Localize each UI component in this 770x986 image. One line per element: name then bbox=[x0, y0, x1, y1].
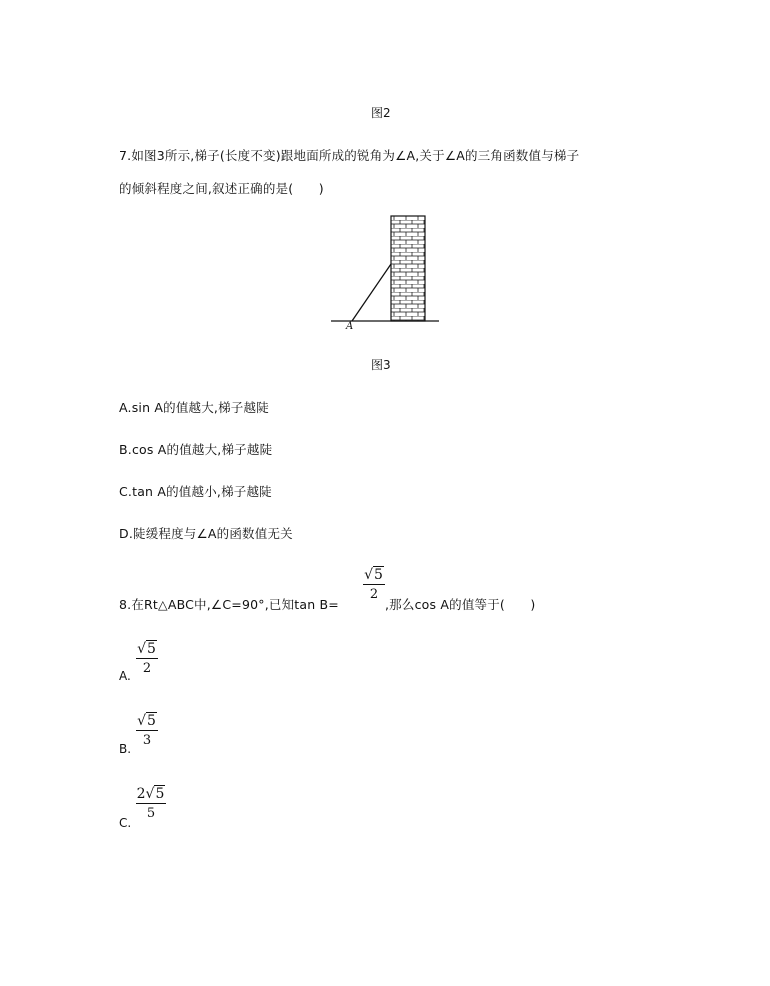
question-8-option-c-fraction: 2√5 5 bbox=[136, 786, 165, 821]
question-8-option-a-letter: A. bbox=[119, 669, 131, 683]
question-7-option-a: A.sin A的值越大,梯子越陡 bbox=[119, 400, 269, 415]
angle-label: A bbox=[346, 321, 354, 332]
question-8-prefix: 8.在Rt△ABC中,∠C=90°,已知tan B= bbox=[119, 597, 339, 612]
tan-b-fraction: √5 2 bbox=[363, 567, 385, 602]
ladder-line bbox=[352, 264, 391, 321]
question-8-option-a-fraction: √5 2 bbox=[136, 641, 158, 676]
ladder-wall-figure bbox=[325, 212, 445, 332]
question-8-suffix: ,那么cos A的值等于( ) bbox=[385, 597, 536, 612]
question-7-line-2: 的倾斜程度之间,叙述正确的是( ) bbox=[119, 181, 324, 196]
question-8-option-b-letter: B. bbox=[119, 742, 132, 756]
question-8-option-c-letter: C. bbox=[119, 816, 132, 830]
figure-3-caption: 图3 bbox=[371, 358, 391, 372]
question-7-option-d: D.陡缓程度与∠A的函数值无关 bbox=[119, 526, 293, 541]
brick-wall bbox=[391, 216, 425, 321]
question-7-line-1: 7.如图3所示,梯子(长度不变)跟地面所成的锐角为∠A,关于∠A的三角函数值与梯子 bbox=[119, 148, 580, 163]
question-8-option-b-fraction: √5 3 bbox=[136, 713, 158, 748]
question-7-option-b: B.cos A的值越大,梯子越陡 bbox=[119, 442, 273, 457]
question-7-option-c: C.tan A的值越小,梯子越陡 bbox=[119, 484, 272, 499]
figure-2-caption: 图2 bbox=[371, 106, 391, 120]
